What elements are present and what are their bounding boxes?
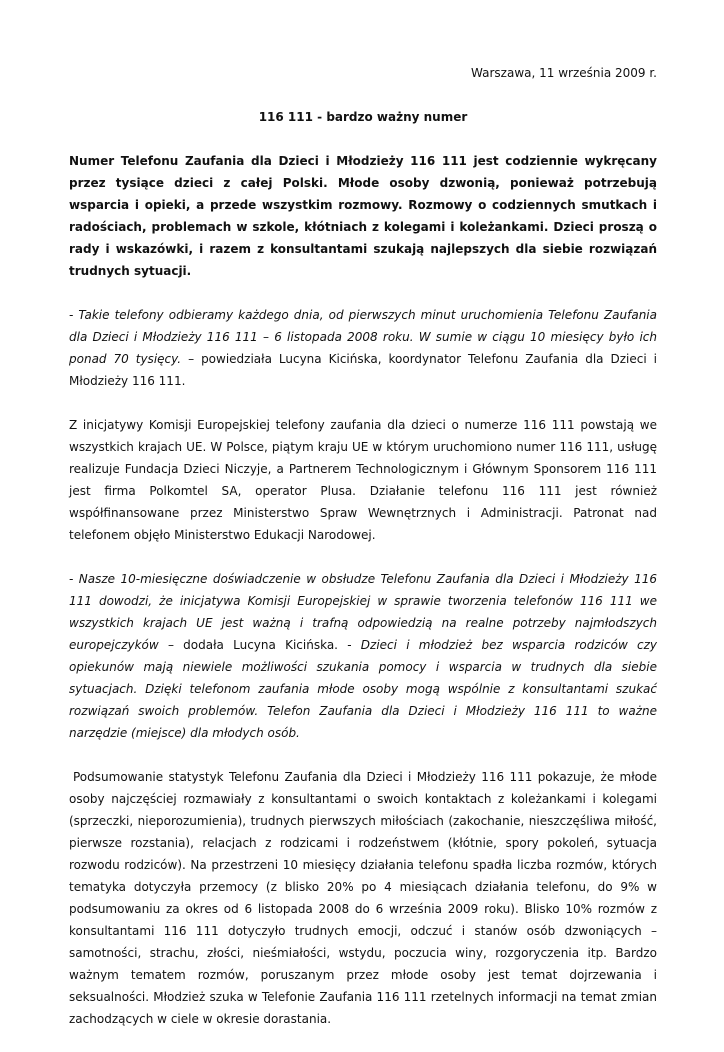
quote-1-attribution: powiedziała Lucyna Kicińska, koordynator Telefonu Zaufania dla Dzieci i Młodzieży 116 111. (69, 352, 657, 388)
quote-2-italic-a: - Nasze 10-miesięczne doświadczenie w obsłudze Telefonu Zaufania dla Dzieci i Młodzieży 116 111 dowodzi, że inicjatywa Komisji Europejskiej w sprawie tworzenia telefonów 116 111 we wszystkich krajach UE jest ważną i trafną odpowiedzią na realne potrzeby najmłodszych europejczyków (69, 572, 657, 652)
document-date: Warszawa, 11 września 2009 r. (471, 66, 657, 80)
quote-paragraph-2 (69, 568, 657, 744)
quote-paragraph-1 (69, 304, 657, 392)
eu-initiative-paragraph: Z inicjatywy Komisji Europejskiej telefony zaufania dla dzieci o numerze 116 111 powstają we wszystkich krajach UE. W Polsce, piątym kraju UE w którym uruchomiono numer 116 111, usługę realizuje Fundacja Dzieci Niczyje, a Partnerem Technologicznym i Głównym Sponsorem 116 111 jest firma Polkomtel SA, operator Plusa. Działanie telefonu 116 111 jest również współfinansowane przez Ministerstwo Spraw Wewnętrznych i Administracji. Patronat nad telefonem objęło Ministerstwo Edukacji Narodowej. (69, 418, 657, 542)
quote-2-italic-b: Dzieci i młodzież bez wsparcia rodziców czy opiekunów mają niewiele możliwości szukania pomocy i wsparcia w trudnych dla siebie sytuacjach. Dzięki telefonom zaufania młode osoby mogą wspólnie z konsultantami szukać rozwiązań swoich problemów. Telefon Zaufania dla Dzieci i Młodzieży 116 111 to ważne narzędzie (miejsce) dla młodych osób. (69, 638, 657, 740)
quote-2-attribution: – dodała Lucyna Kicińska. - (158, 638, 352, 652)
statistics-paragraph: Podsumowanie statystyk Telefonu Zaufania dla Dzieci i Młodzieży 116 111 pokazuje, że młode osoby najczęściej rozmawiały z konsultantami o swoich kontaktach z koleżankami i kolegami (sprzeczki, nieporozumienia), trudnych pierwszych miłościach (zakochanie, nieszczęśliwa miłość, pierwsze rozstania), relacjach z rodzicami i rodzeństwem (kłótnie, spory pokoleń, sytuacja rozwodu rodziców). Na przestrzeni 10 miesięcy działania telefonu spadła liczba rozmów, których tematyka dotyczyła przemocy (z blisko 20% po 4 miesiącach działania telefonu, do 9% w podsumowaniu za okres od 6 listopada 2008 do 6 września 2009 roku). Blisko 10% rozmów z konsultantami 116 111 dotyczyło trudnych emocji, odczuć i stanów osób dzwoniących – samotności, strachu, złości, nieśmiałości, wstydu, poczucia winy, rozgoryczenia itp. Bardzo ważnym tematem rozmów, poruszanym przez młode osoby jest temat dojrzewania i seksualności. Młodzież szuka w Telefonie Zaufania 116 111 rzetelnych informacji na temat zmian zachodzących w ciele w okresie dorastania. (69, 770, 657, 1026)
document-page (69, 62, 657, 1052)
document-title: 116 111 - bardzo ważny numer (258, 110, 468, 124)
lead-paragraph: Numer Telefonu Zaufania dla Dzieci i Młodzieży 116 111 jest codziennie wykręcany przez tysiące dzieci z całej Polski. Młode osoby dzwonią, ponieważ potrzebują wsparcia i opieki, a przede wszystkim rozmowy. Rozmowy o codziennych smutkach i radościach, problemach w szkole, kłótniach z kolegami i koleżankami. Dzieci proszą o rady i wskazówki, i razem z konsultantami szukają najlepszych dla siebie rozwiązań trudnych sytuacji. (69, 154, 657, 278)
quote-1-italic: - Takie telefony odbieramy każdego dnia, od pierwszych minut uruchomienia Telefonu Zaufania dla Dzieci i Młodzieży 116 111 – 6 listopada 2008 roku. W sumie w ciągu 10 miesięcy było ich ponad 70 tysięcy. – (69, 308, 657, 366)
